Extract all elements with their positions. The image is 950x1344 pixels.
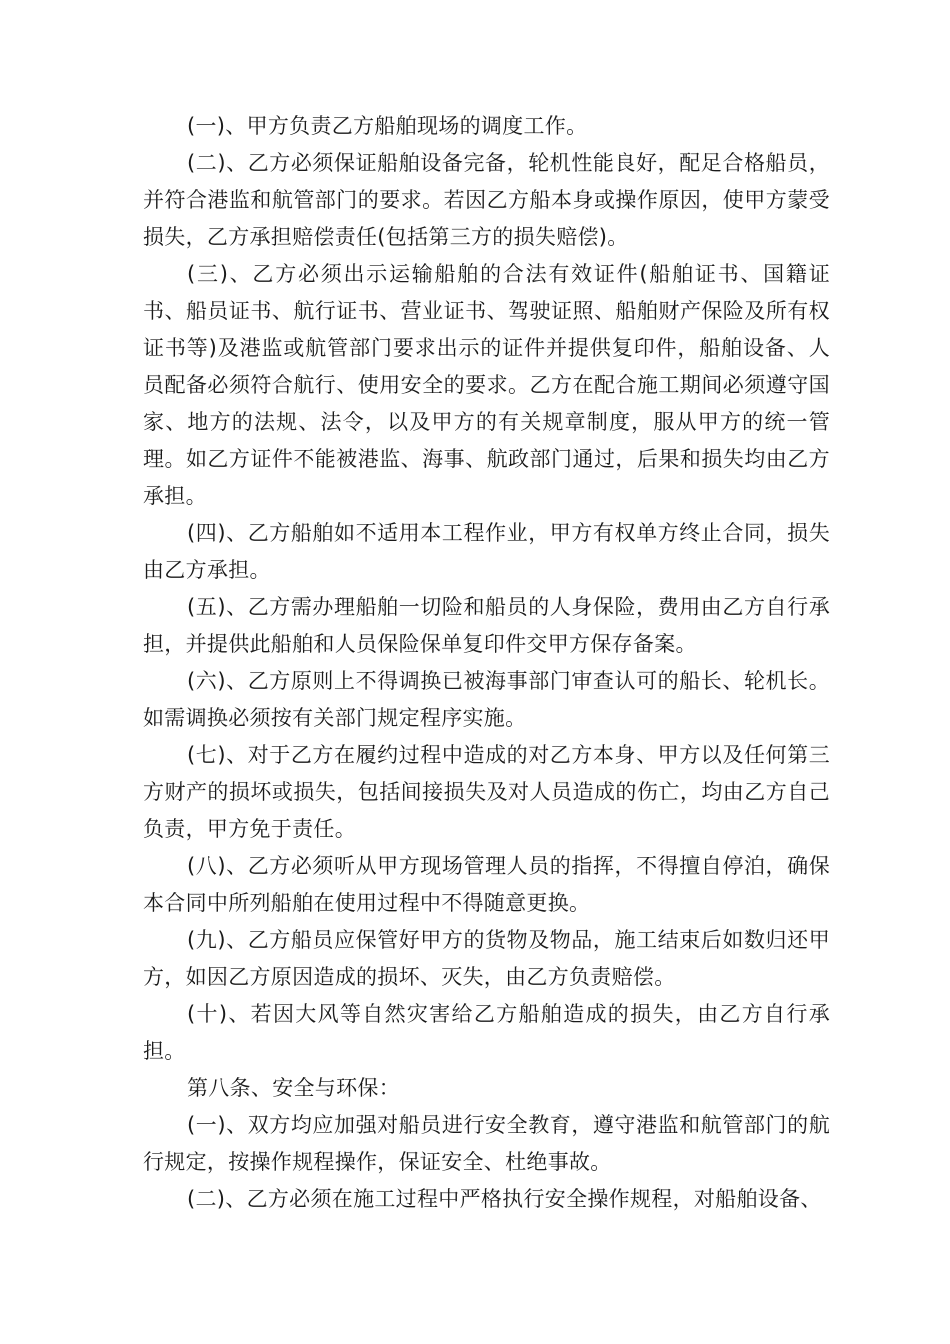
safety-clause-1: (一)、双方均应加强对船员进行安全教育，遵守港监和航管部门的航行规定，按操作规程操作，保证安全、杜绝事故。 — [143, 1113, 830, 1174]
clause-2-equipment: (二)、乙方必须保证船舶设备完备，轮机性能良好，配足合格船员，并符合港监和航管部门的要求。若因乙方船本身或操作原因，使甲方蒙受损失，乙方承担赔偿责任(包括第三方的损失赔偿)。 — [143, 151, 830, 249]
document-body — [143, 108, 830, 1218]
clause-1-dispatch: (一)、甲方负责乙方船舶现场的调度工作。 — [187, 114, 588, 138]
clause-8-command: (八)、乙方必须听从甲方现场管理人员的指挥，不得擅自停泊，确保本合同中所列船舶在使用过程中不得随意更换。 — [143, 854, 830, 915]
clause-4-termination: (四)、乙方船舶如不适用本工程作业，甲方有权单方终止合同，损失由乙方承担。 — [143, 521, 830, 582]
clause-10-disaster: (十)、若因大风等自然灾害给乙方船舶造成的损失，由乙方自行承担。 — [143, 1002, 830, 1063]
article-8-heading: 第八条、安全与环保： — [187, 1076, 400, 1100]
clause-6-crew-change: (六)、乙方原则上不得调换已被海事部门审查认可的船长、轮机长。如需调换必须按有关部门规定程序实施。 — [143, 669, 830, 730]
clause-3-certificates: (三)、乙方必须出示运输船舶的合法有效证件(船舶证书、国籍证书、船员证书、航行证书、营业证书、驾驶证照、船舶财产保险及所有权证书等)及港监或航管部门要求出示的证件并提供复印件，船舶设备、人员配备必须符合航行、使用安全的要求。乙方在配合施工期间必须遵守国家、地方的法规、法令，以及甲方的有关规章制度，服从甲方的统一管理。如乙方证件不能被港监、海事、航政部门通过，后果和损失均由乙方承担。 — [143, 262, 830, 508]
clause-5-insurance: (五)、乙方需办理船舶一切险和船员的人身保险，费用由乙方自行承担，并提供此船舶和人员保险保单复印件交甲方保存备案。 — [143, 595, 830, 656]
clause-7-liability: (七)、对于乙方在履约过程中造成的对乙方本身、甲方以及任何第三方财产的损坏或损失，包括间接损失及对人员造成的伤亡，均由乙方自己负责，甲方免于责任。 — [143, 743, 830, 841]
clause-9-goods: (九)、乙方船员应保管好甲方的货物及物品，施工结束后如数归还甲方，如因乙方原因造成的损坏、灭失，由乙方负责赔偿。 — [143, 928, 830, 989]
safety-clause-2: (二)、乙方必须在施工过程中严格执行安全操作规程，对船舶设备、 — [187, 1187, 822, 1211]
